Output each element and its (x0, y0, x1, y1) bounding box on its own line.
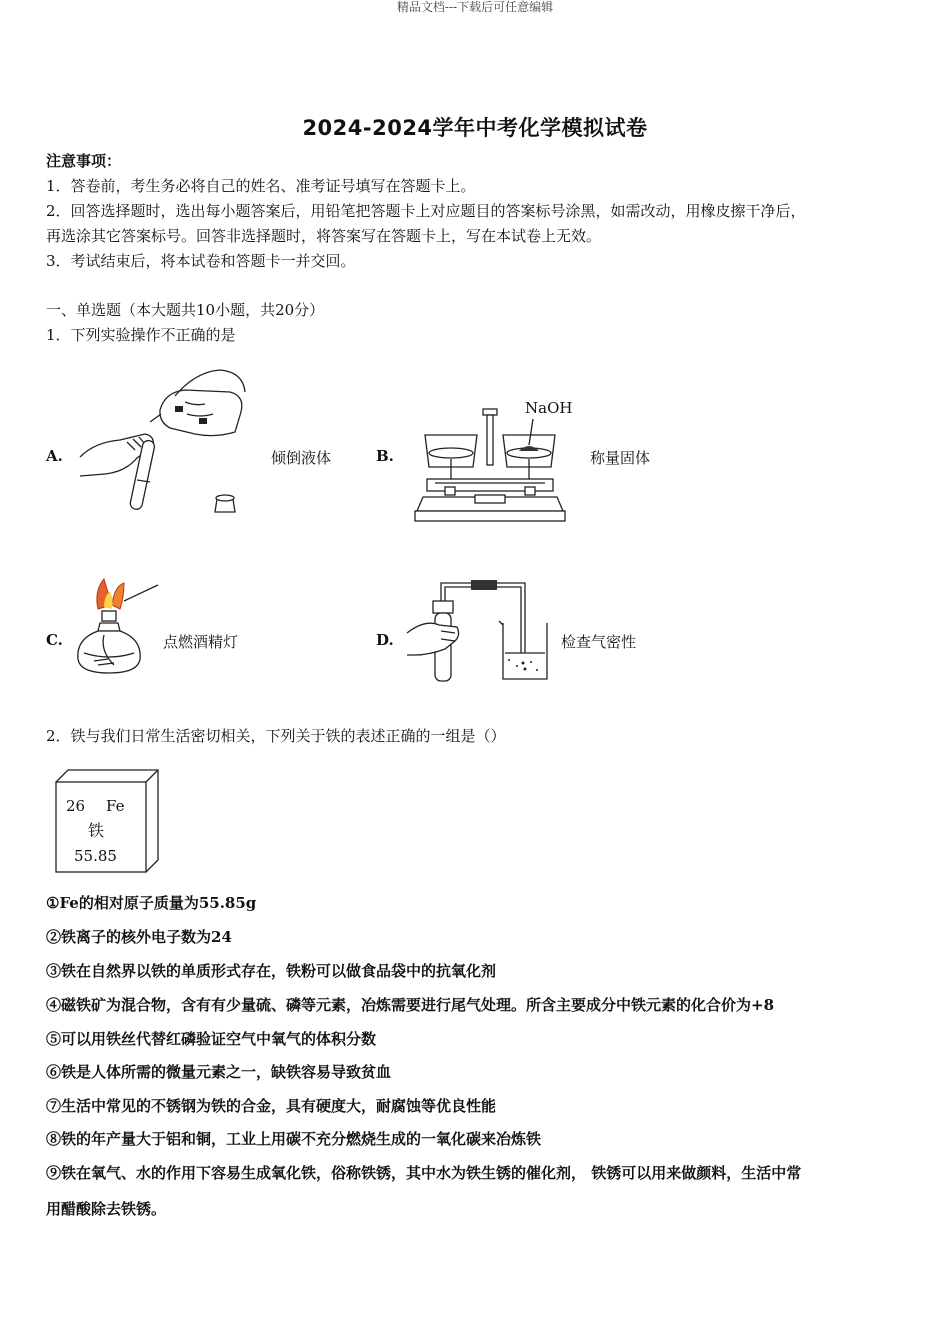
option-c-caption: 点燃酒精灯 (163, 633, 239, 651)
option-d-label: D. (376, 631, 394, 649)
naoh-label: NaOH (525, 399, 573, 417)
statement-7: ⑦生活中常见的不锈钢为铁的合金，具有硬度大，耐腐蚀等优良性能 (46, 1097, 497, 1115)
option-c-label: C. (46, 631, 63, 649)
element-symbol: Fe (106, 797, 125, 815)
notice-item-2: 2．回答选择题时，选出每小题答案后，用铅笔把答题卡上对应题目的答案标号涂黑，如需改动，用橡皮擦干净后， (46, 202, 806, 220)
statement-1: ①Fe的相对原子质量为55.85g (46, 894, 257, 912)
question-1-stem: 1．下列实验操作不正确的是 (46, 326, 236, 344)
pouring-liquid-figure (75, 362, 255, 522)
option-a-caption: 倾倒液体 (271, 449, 332, 467)
element-card-iron (54, 768, 162, 874)
option-d-caption: 检查气密性 (561, 633, 637, 651)
element-name: 铁 (88, 821, 105, 840)
notice-item-2-cont: 再选涂其它答案标号。回答非选择题时，将答案写在答题卡上，写在本试卷上无效。 (46, 227, 602, 245)
airtightness-figure (405, 575, 560, 685)
section-heading: 一、单选题（本大题共10小题，共20分） (46, 301, 325, 319)
page-title: 2024-2024学年中考化学模拟试卷 (302, 116, 648, 140)
question-2-stem: 2．铁与我们日常生活密切相关，下列关于铁的表述正确的一组是（） (46, 727, 506, 745)
statement-3: ③铁在自然界以铁的单质形式存在，铁粉可以做食品袋中的抗氧化剂 (46, 962, 497, 980)
option-b-label: B. (376, 447, 394, 465)
balance-figure (415, 395, 573, 530)
statement-5: ⑤可以用铁丝代替红磷验证空气中氧气的体积分数 (46, 1030, 377, 1048)
element-mass: 55.85 (74, 847, 117, 865)
statement-6: ⑥铁是人体所需的微量元素之一，缺铁容易导致贫血 (46, 1063, 392, 1081)
notice-item-3: 3．考试结束后，将本试卷和答题卡一并交回。 (46, 252, 356, 270)
statement-8: ⑧铁的年产量大于铝和铜，工业上用碳不充分燃烧生成的一氧化碳来冶炼铁 (46, 1130, 542, 1148)
alcohol-lamp-figure (74, 575, 164, 680)
statement-9: ⑨铁在氧气、水的作用下容易生成氧化铁，俗称铁锈，其中水为铁生锈的催化剂， 铁锈可以用来做颜料，生活中常 (46, 1164, 802, 1182)
option-a-label: A. (46, 447, 63, 465)
header-note: 精品文档---下载后可任意编辑 (396, 0, 554, 14)
statement-9-cont: 用醋酸除去铁锈。 (46, 1200, 167, 1218)
statement-2: ②铁离子的核外电子数为24 (46, 928, 232, 946)
statement-4: ④磁铁矿为混合物，含有有少量硫、磷等元素，冶炼需要进行尾气处理。所含主要成分中铁元素的化合价为+8 (46, 996, 775, 1014)
notice-item-1: 1．答卷前，考生务必将自己的姓名、准考证号填写在答题卡上。 (46, 177, 476, 195)
element-number: 26 (66, 797, 86, 815)
option-b-caption: 称量固体 (590, 449, 651, 467)
notice-heading: 注意事项： (46, 152, 122, 170)
